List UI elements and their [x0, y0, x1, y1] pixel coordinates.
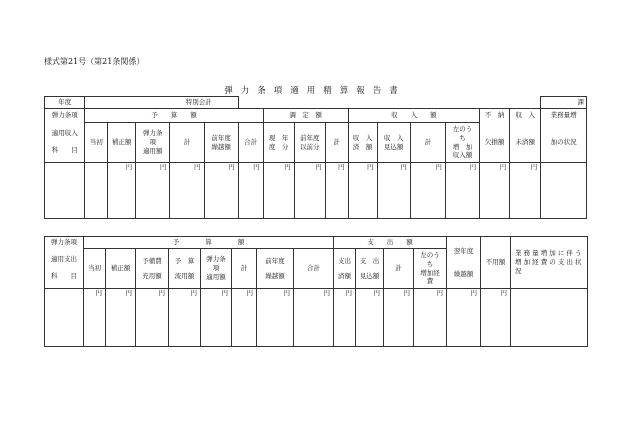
col-initial: 当初 — [85, 123, 108, 163]
unit-yen: 円 — [445, 163, 479, 219]
business-increase-header-top: 業務量増 — [541, 109, 587, 123]
unit-yen: 円 — [170, 163, 204, 219]
unpaid-loss-header-bottom: 欠損額 — [480, 123, 510, 163]
col-expected: 収 入 見込額 — [377, 123, 410, 163]
expenditure-table — [44, 236, 588, 347]
col-supplement: 補正額 — [108, 123, 136, 163]
col-elastic-applied: 弾力条 項 適用額 — [136, 123, 170, 163]
col-expected: 支 出 見込額 — [356, 249, 384, 289]
revenue-uncollected-header-top: 収 入 — [510, 109, 541, 123]
table-cell[interactable] — [85, 163, 108, 219]
col-carryover: 前年度 繰越額 — [257, 249, 294, 289]
col-carryover: 前年度 繰越額 — [204, 123, 238, 163]
col-supplement: 補正額 — [106, 249, 136, 289]
col-total3: 計 — [325, 123, 348, 163]
unit-yen: 円 — [106, 289, 136, 347]
table-cell[interactable] — [541, 163, 587, 219]
col-total: 計 — [170, 123, 204, 163]
unit-yen: 円 — [232, 289, 257, 347]
unit-yen: 円 — [356, 289, 384, 347]
col-reserve: 予備費 充用額 — [136, 249, 169, 289]
clause-label: 弾力条項 — [45, 237, 84, 249]
unit-yen: 円 — [481, 289, 511, 347]
unit-yen: 円 — [510, 163, 541, 219]
unit-yen: 円 — [169, 289, 201, 347]
col-total2: 合計 — [238, 123, 263, 163]
col-total: 計 — [232, 249, 257, 289]
year-label: 年度 — [45, 97, 85, 109]
budget-group-header: 予 算 額 — [85, 109, 263, 123]
col-initial: 当初 — [84, 249, 106, 289]
unit-yen: 円 — [480, 163, 510, 219]
unit-yen: 円 — [136, 289, 169, 347]
clause-label: 弾力条項 — [45, 109, 85, 123]
unit-yen: 円 — [414, 289, 447, 347]
budget-group-header: 予 算 額 — [84, 237, 334, 249]
col-elastic-applied: 弾力条 項 適用額 — [201, 249, 232, 289]
col-of-which-increase: 左のう ち 増加経 費 — [414, 249, 447, 289]
expenditure-item-header: 適用支出 科 目 — [45, 249, 84, 289]
unit-yen: 円 — [257, 289, 294, 347]
col-next-year-carry: 翌年度 繰越額 — [447, 237, 481, 289]
assessment-group-header: 調 定 額 — [263, 109, 348, 123]
table-cell[interactable] — [45, 163, 85, 219]
document-title: 弾力条項適用精算報告書 — [224, 86, 406, 96]
unpaid-loss-header-top: 不 納 — [480, 109, 510, 123]
unit-yen: 円 — [204, 163, 238, 219]
unit-yen: 円 — [325, 163, 348, 219]
unit-yen: 円 — [238, 163, 263, 219]
col-current-year: 現 年 度 分 — [263, 123, 294, 163]
form-number: 様式第21号（第21条関係） — [44, 57, 145, 66]
account-label: 特別会計 — [85, 97, 238, 109]
col-paid: 支出 済額 — [334, 249, 356, 289]
unit-yen: 円 — [384, 289, 414, 347]
business-increase-header-bottom: 加の状況 — [541, 123, 587, 163]
revenue-table — [44, 96, 587, 219]
unit-yen: 円 — [136, 163, 170, 219]
unit-yen: 円 — [201, 289, 232, 347]
unit-yen: 円 — [348, 163, 377, 219]
unit-yen: 円 — [410, 163, 445, 219]
expenditure-group-header: 支 出 額 — [334, 237, 447, 249]
section-label: 課 — [541, 97, 587, 109]
unit-yen: 円 — [263, 163, 294, 219]
col-total2: 合計 — [294, 249, 334, 289]
unit-yen: 円 — [294, 163, 325, 219]
col-prior-year: 前年度 以前分 — [294, 123, 325, 163]
unit-yen: 円 — [447, 289, 481, 347]
col-total3: 計 — [384, 249, 414, 289]
col-diversion: 予 算 流用額 — [169, 249, 201, 289]
unit-yen: 円 — [334, 289, 356, 347]
unit-yen: 円 — [84, 289, 106, 347]
col-unused: 不用額 — [481, 237, 511, 289]
revenue-group-header: 収 入 額 — [348, 109, 480, 123]
unit-yen: 円 — [294, 289, 334, 347]
col-of-which-increase: 左のう ち 増 加 収入額 — [445, 123, 479, 163]
col-total4: 計 — [410, 123, 445, 163]
business-increase-expense-header: 業務量増加に伴う増加経費の支出状況 — [511, 237, 588, 289]
col-received: 収 入 済 額 — [348, 123, 377, 163]
unit-yen: 円 — [377, 163, 410, 219]
table-cell[interactable] — [45, 289, 84, 347]
table-cell[interactable] — [511, 289, 588, 347]
revenue-item-header: 適用収入 科 目 — [45, 123, 85, 163]
unit-yen: 円 — [108, 163, 136, 219]
revenue-uncollected-header-bottom: 未済額 — [510, 123, 541, 163]
